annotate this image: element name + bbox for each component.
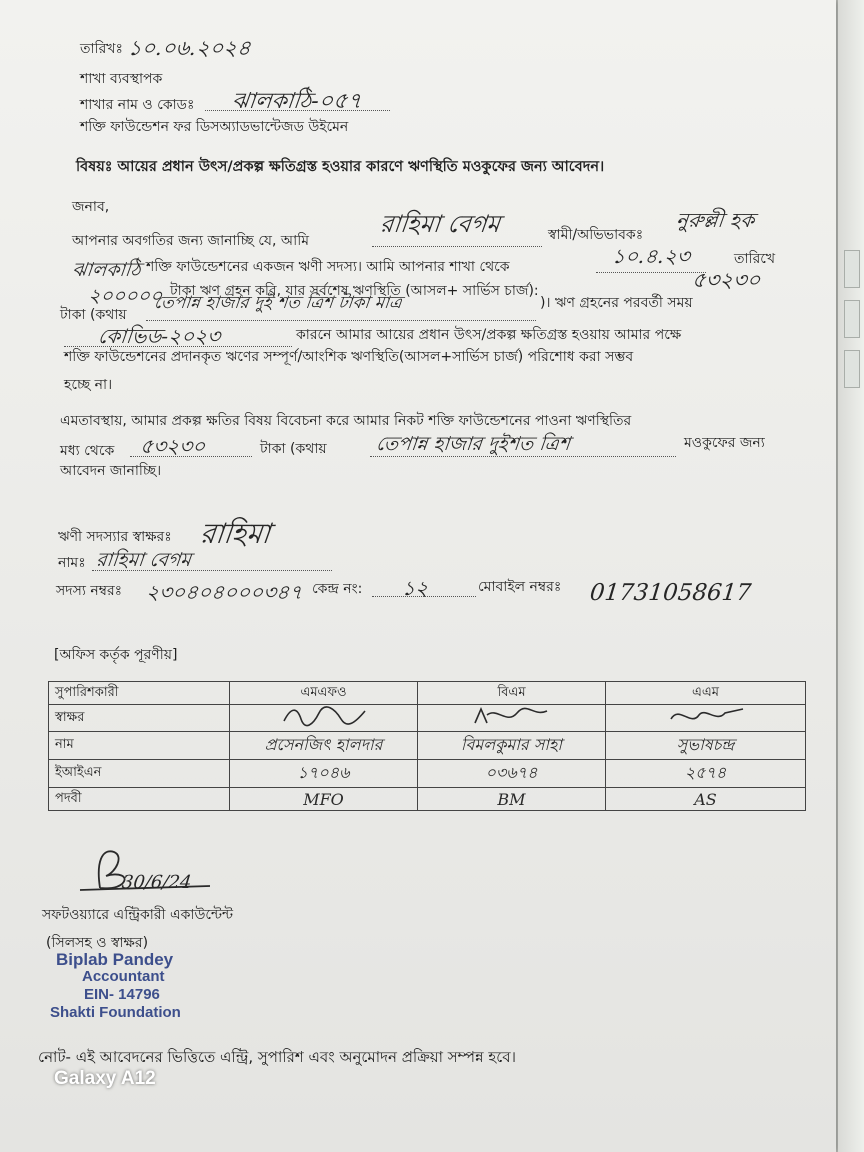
salutation: জনাব, — [72, 199, 110, 215]
date-value: ১০.০৬.২০২৪ — [126, 36, 252, 60]
body1-line7: হচ্ছে না। — [64, 377, 113, 393]
date-label: তারিখঃ — [80, 41, 123, 57]
body1-line6: শক্তি ফাউন্ডেশনের প্রদানকৃত ঋণের সম্পূর্ণ/আংশিক ঋণস্থিতি(আসল+সার্ভিস চার্জ) পরিশোধ করা সম্ভব — [64, 349, 634, 365]
background-edge — [838, 0, 864, 1152]
body2-line2-mid: টাকা (কথায় — [260, 441, 327, 457]
stamp-title: Accountant — [82, 968, 165, 985]
bm-name: বিমলকুমার সাহা — [418, 732, 606, 760]
mfo-designation: MFO — [230, 788, 418, 811]
mfo-signature — [230, 705, 418, 732]
table-header-row — [49, 682, 806, 705]
guardian-fill: নুরুল্লী হক — [675, 208, 756, 232]
recommendation-table — [48, 681, 806, 811]
mfo-name: প্রসেনজিৎ হালদার — [230, 732, 418, 760]
row-label: স্বাক্ষর — [49, 705, 230, 732]
bm-ein: ০৩৬৭৪ — [418, 760, 606, 788]
waiver-words-fill: তেপান্ন হাজার দুইশত ত্রিশ — [375, 433, 572, 455]
am-signature — [606, 705, 806, 732]
mobile-number: 01731058617 — [588, 580, 753, 606]
camera-watermark: Galaxy A12 — [54, 1068, 156, 1089]
applicant-name-fill: রাহিমা বেগম — [378, 210, 502, 238]
body2-line2-end: মওকুফের জন্য — [684, 435, 765, 451]
mfo-ein: ১৭০৪৬ — [230, 760, 418, 788]
body1-line4-start: টাকা (কথায় — [60, 307, 127, 323]
body1-line5: কারনে আমার আয়ের প্রধান উৎস/প্রকল্প ক্ষতিগ্রস্ত হওয়ায় আমার পক্ষে — [296, 327, 682, 343]
bm-signature — [418, 705, 606, 732]
body2-line1: এমতাবস্থায়, আমার প্রকল্প ক্ষতির বিষয় বিবেচনা করে আমার নিকট শক্তি ফাউন্ডেশনের পাওনা ঋণস্থিতির — [60, 413, 632, 429]
branch-fill: ঝালকাঠি — [71, 259, 142, 281]
bm-designation: BM — [418, 788, 606, 811]
body2-line3: আবেদন জানাচ্ছি। — [60, 463, 162, 479]
table-header: এমএফও — [230, 682, 418, 705]
body1-line4-end: )। ঋণ গ্রহনের পরবর্তী সময় — [540, 295, 693, 311]
row-label: ইআইএন — [49, 760, 230, 788]
applicant-name-label: নামঃ — [58, 555, 86, 571]
accountant-sign-date: 30/6/24 — [120, 872, 193, 893]
branch-label: শাখার নাম ও কোডঃ — [80, 97, 195, 113]
body1-line1-guardian-label: স্বামী/অভিভাবকঃ — [548, 227, 644, 243]
body1-line1-start: আপনার অবগতির জন্য জানাচ্ছি যে, আমি — [72, 233, 310, 249]
applicant-name: রাহিমা বেগম — [95, 549, 193, 571]
office-use-note: [অফিস কর্তৃক পূরণীয়] — [54, 647, 178, 663]
am-designation: AS — [606, 788, 806, 811]
member-number-label: সদস্য নম্বরঃ — [56, 583, 123, 599]
organization-line: শক্তি ফাউন্ডেশন ফর ডিসঅ্যাডভান্টেজড উইমেন — [80, 119, 349, 135]
applicant-signature: রাহিমা — [198, 517, 272, 550]
applicant-signature-label: ঋণী সদস্যার স্বাক্ষরঃ — [58, 529, 172, 545]
stamp-org: Shakti Foundation — [50, 1004, 181, 1021]
body1-line2-end: তারিখে — [734, 251, 776, 267]
stamp-ein: EIN- 14796 — [84, 986, 160, 1003]
am-ein: ২৫৭৪ — [606, 760, 806, 788]
footer-note: নোট- এই আবেদনের ভিত্তিতে এন্ট্রি, সুপারিশ এবং অনুমোদন প্রক্রিয়া সম্পন্ন হবে। — [38, 1048, 516, 1066]
body1-line2: শক্তি ফাউন্ডেশনের একজন ঋণী সদস্য। আমি আপনার শাখা থেকে — [146, 259, 510, 275]
table-header: সুপারিশকারী — [49, 682, 230, 705]
body2-line2-start: মধ্য থেকে — [60, 443, 115, 459]
center-number-label: কেন্দ্র নং: — [312, 581, 363, 597]
loan-date-fill: ১০.৪.২৩ — [611, 244, 692, 268]
stamp-name: Biplab Pandey — [56, 950, 174, 969]
waiver-amount-fill: ৫৩২৩০ — [139, 434, 207, 458]
row-label: নাম — [49, 732, 230, 760]
table-row — [49, 788, 806, 811]
row-label: পদবী — [49, 788, 230, 811]
subject-line: বিষয়ঃ আয়ের প্রধান উৎস/প্রকল্প ক্ষতিগ্রস্ত হওয়ার কারণে ঋণস্থিতি মওকুফের জন্য আবেদন। — [76, 159, 605, 175]
branch-value: ঝালকাঠি-০৫৭ — [230, 89, 363, 114]
table-header: এএম — [606, 682, 806, 705]
mobile-number-label: মোবাইল নম্বরঃ — [478, 579, 562, 595]
center-number: ১২ — [401, 576, 430, 600]
body1-line3: টাকা ঋণ গ্রহন করি, যার সর্বশেষ ঋণস্থিতি (আসল+ সার্ভিস চার্জ): — [170, 283, 539, 299]
table-row — [49, 760, 806, 788]
table-row — [49, 705, 806, 732]
table-row — [49, 732, 806, 760]
balance-fill: ৫৩২৩০ — [690, 268, 762, 292]
cause-fill: কোভিড-২০২৩ — [97, 324, 222, 348]
seal-instruction: (সিলসহ ও স্বাক্ষর) — [46, 935, 149, 951]
member-number: ২৩০৪০৪০০০৩৪৭ — [145, 580, 304, 604]
loan-amount-fill: ২০০০০০ — [87, 285, 164, 307]
designation: শাখা ব্যবস্থাপক — [80, 71, 163, 87]
balance-words-fill: তেপান্ন হাজার দুই শত ত্রিশ টাকা মাত্র — [153, 293, 403, 313]
am-name: সুভাষচন্দ্র — [606, 732, 806, 760]
accountant-role: সফটওয়্যারে এন্ট্রিকারী একাউন্টেন্ট — [42, 907, 234, 923]
table-header: বিএম — [418, 682, 606, 705]
